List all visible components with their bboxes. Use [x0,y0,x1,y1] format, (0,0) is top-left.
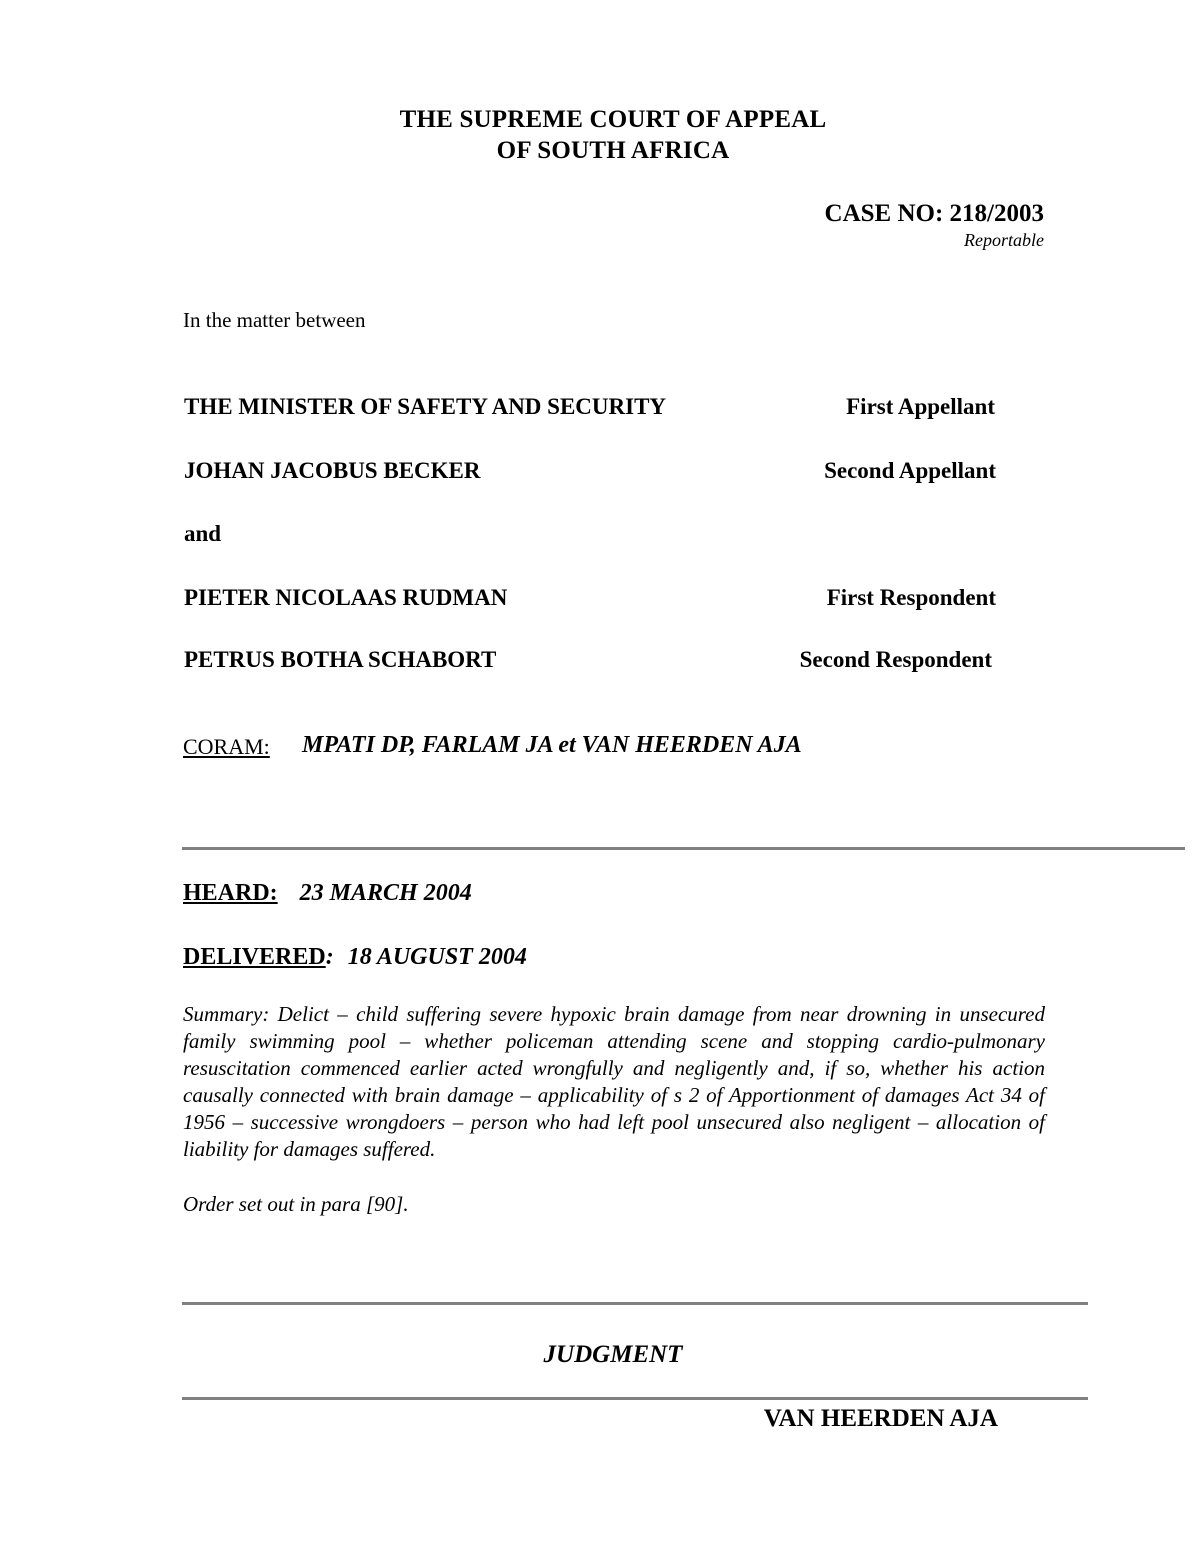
second-appellant-role: Second Appellant [824,458,996,483]
first-respondent-name: PIETER NICOLAAS RUDMAN [184,585,508,610]
heard-label: HEARD: [183,880,278,906]
first-respondent-role: First Respondent [826,585,996,610]
coram-label: CORAM: [183,734,270,759]
coram-judges: MPATI DP, FARLAM JA et VAN HEERDEN AJA [302,732,802,758]
divider-middle [182,1302,1088,1305]
first-appellant-name: THE MINISTER OF SAFETY AND SECURITY [184,394,667,419]
judgment-author: VAN HEERDEN AJA [763,1405,998,1432]
delivered-line [183,944,527,971]
and-separator: and [184,521,222,546]
judgment-heading: JUDGMENT [543,1341,683,1368]
second-respondent-name: PETRUS BOTHA SCHABORT [184,647,497,672]
divider-top [182,847,1185,850]
case-number: CASE NO: 218/2003 [824,200,1044,227]
second-respondent-role: Second Respondent [799,647,992,672]
matter-intro: In the matter between [183,308,366,332]
first-appellant-role: First Appellant [846,394,995,419]
reportable-note: Reportable [964,230,1044,250]
court-title-line1: THE SUPREME COURT OF APPEAL [399,106,827,133]
heard-line [183,880,472,907]
delivered-date: 18 AUGUST 2004 [347,944,527,970]
delivered-colon: : [325,944,334,970]
divider-bottom [182,1397,1088,1400]
delivered-label: DELIVERED [183,944,326,970]
court-title-line2: OF SOUTH AFRICA [496,137,730,164]
heard-date: 23 MARCH 2004 [299,880,472,906]
order-note: Order set out in para [90]. [183,1192,409,1216]
second-appellant-name: JOHAN JACOBUS BECKER [184,458,481,483]
case-summary: Summary: Delict – child suffering severe hypoxic brain damage from near drowning in unsecured family swimming pool – whether policeman attending scene and stopping cardio-pulmonary resuscitation commenced earlier acted wrongfully and negligently and, if so, whether his action causally connected with brain damage – applicability of s 2 of Apportionment of damages Act 34 of 1956 – successive wrongdoers – person who had left pool unsecured also negligent – allocation of liability for damages suffered. [183,1002,1045,1161]
